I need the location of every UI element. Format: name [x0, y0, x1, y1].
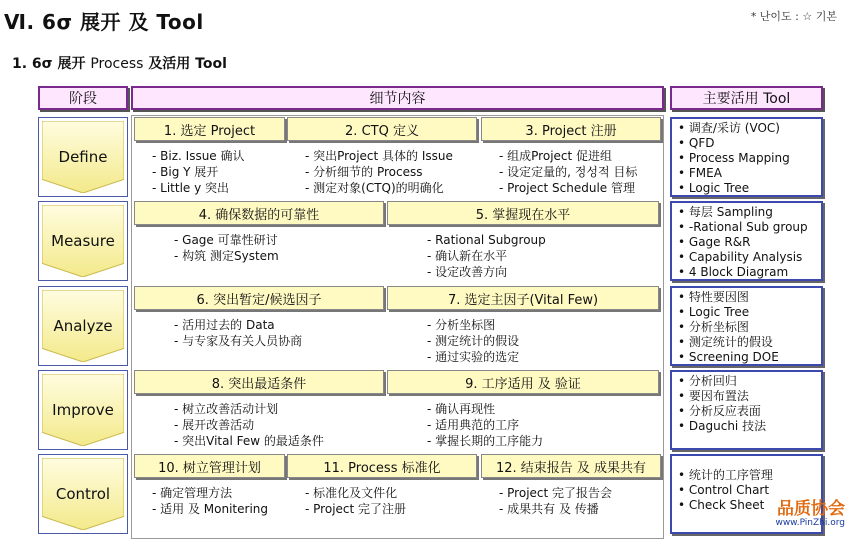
tool-list-improve — [670, 370, 823, 450]
step-details — [427, 232, 546, 280]
detail-item: - 确认再现性 — [427, 401, 543, 417]
step-box: 8. 突出最适条件 — [134, 370, 384, 394]
step-box: 3. Project 注册 — [481, 117, 661, 141]
tool-item: • Logic Tree — [678, 305, 821, 320]
detail-item: - 突出Vital Few 的最适条件 — [174, 433, 324, 449]
step-box: 4. 确保数据的可靠性 — [134, 201, 384, 225]
tool-item: • Screening DOE — [678, 350, 821, 365]
header-tool: 主要活用 Tool — [670, 86, 823, 110]
detail-item: - 展开改善活动 — [174, 417, 324, 433]
tool-item: • FMEA — [678, 166, 821, 181]
detail-item: - 通过实验的选定 — [427, 349, 519, 365]
detail-item: - Gage 可靠性研讨 — [174, 232, 279, 248]
watermark-url: www.PinZhi.org — [775, 518, 845, 528]
step-box: 12. 结束报告 及 成果共有 — [481, 454, 661, 478]
tool-item: • 分析回归 — [678, 374, 821, 389]
detail-item: - 成果共有 及 传播 — [499, 501, 612, 517]
subtitle-plain: Process — [90, 56, 144, 72]
detail-item: - 与专家及有关人员协商 — [174, 333, 302, 349]
tool-item: • Daguchi 技法 — [678, 419, 821, 434]
subtitle-lead: 1. 6σ 展开 — [12, 56, 86, 72]
step-details — [427, 317, 519, 365]
detail-item: - Little y 突出 — [152, 180, 245, 196]
tool-item: • Logic Tree — [678, 181, 821, 196]
tool-item: • Capability Analysis — [678, 250, 821, 265]
header-stage: 阶段 — [38, 86, 128, 110]
stage-define — [38, 117, 128, 197]
tool-item: • 测定统计的假设 — [678, 335, 821, 350]
header-detail: 细节内容 — [131, 86, 664, 110]
tool-item: • 特性要因图 — [678, 290, 821, 305]
difficulty-note: * 난이도 : ☆ 기본 — [750, 10, 837, 23]
tool-item: • 要因布置法 — [678, 389, 821, 404]
step-details — [305, 148, 453, 196]
tool-item: • Control Chart — [678, 483, 821, 498]
tool-list-measure — [670, 201, 823, 281]
stage-label: Measure — [51, 232, 115, 250]
step-box: 2. CTQ 定义 — [287, 117, 477, 141]
step-box: 9. 工序适用 及 验证 — [387, 370, 659, 394]
detail-item: - Project Schedule 管理 — [499, 180, 637, 196]
detail-item: - 适用典范的工序 — [427, 417, 543, 433]
detail-item: - 突出Project 具体的 Issue — [305, 148, 453, 164]
stage-label: Analyze — [53, 317, 113, 335]
detail-item: - 活用过去的 Data — [174, 317, 302, 333]
tool-item: • -Rational Sub group — [678, 220, 821, 235]
tool-item: • 调查/采访 (VOC) — [678, 121, 821, 136]
detail-item: - 设定定量的, 정성적 目标 — [499, 164, 637, 180]
step-details — [174, 317, 302, 349]
tool-list-define — [670, 117, 823, 197]
stage-improve — [38, 370, 128, 450]
detail-item: - Biz. Issue 确认 — [152, 148, 245, 164]
step-box: 1. 选定 Project — [134, 117, 285, 141]
tool-item: • 分析坐标图 — [678, 320, 821, 335]
detail-item: - 树立改善活动计划 — [174, 401, 324, 417]
tool-item: • 每层 Sampling — [678, 205, 821, 220]
detail-item: - 设定改善方向 — [427, 264, 546, 280]
tool-item: • 分析反应表面 — [678, 404, 821, 419]
step-details — [174, 232, 279, 264]
step-box: 10. 树立管理计划 — [134, 454, 285, 478]
section-subtitle — [12, 53, 227, 73]
watermark — [752, 500, 845, 529]
subtitle-tail: 及活用 Tool — [148, 56, 227, 72]
detail-item: - 组成Project 促进组 — [499, 148, 637, 164]
step-details — [305, 485, 406, 517]
step-details — [499, 485, 612, 517]
stage-analyze — [38, 286, 128, 366]
stage-control — [38, 454, 128, 534]
step-box: 6. 突出暂定/候选因子 — [134, 286, 384, 310]
step-box: 7. 选定主因子(Vital Few) — [387, 286, 659, 310]
step-details — [152, 485, 268, 517]
detail-item: - 适用 及 Monitering — [152, 501, 268, 517]
detail-item: - Project 完了注册 — [305, 501, 406, 517]
tool-item: • QFD — [678, 136, 821, 151]
stage-measure — [38, 201, 128, 281]
detail-item: - Project 完了报告会 — [499, 485, 612, 501]
detail-item: - 测定对象(CTQ)的明确化 — [305, 180, 453, 196]
detail-item: - 确认新在水平 — [427, 248, 546, 264]
detail-item: - 掌握长期的工序能力 — [427, 433, 543, 449]
tool-item: • 统计的工序管理 — [678, 468, 821, 483]
detail-item: - Rational Subgroup — [427, 232, 546, 248]
step-box: 11. Process 标准化 — [287, 454, 477, 478]
step-details — [152, 148, 245, 196]
page-title: Ⅵ. 6σ 展开 及 Tool — [4, 10, 204, 34]
tool-item: • Check Sheet — [678, 498, 821, 513]
detail-item: - 分析细节的 Process — [305, 164, 453, 180]
stage-label: Control — [55, 485, 111, 503]
step-details — [427, 401, 543, 449]
stage-label: Improve — [52, 401, 114, 419]
step-details — [499, 148, 637, 196]
tool-item: • Gage R&R — [678, 235, 821, 250]
tool-item: • 4 Block Diagram — [678, 265, 821, 280]
watermark-logo: 品质协会 — [777, 499, 845, 519]
detail-item: - 测定统计的假设 — [427, 333, 519, 349]
tool-item: • Process Mapping — [678, 151, 821, 166]
step-details — [174, 401, 324, 449]
detail-item: - 标准化及文件化 — [305, 485, 406, 501]
step-box: 5. 掌握现在水平 — [387, 201, 659, 225]
tool-list-analyze — [670, 286, 823, 366]
detail-item: - 构筑 测定System — [174, 248, 279, 264]
detail-item: - 确定管理方法 — [152, 485, 268, 501]
stage-label: Define — [58, 148, 108, 166]
detail-item: - 分析坐标图 — [427, 317, 519, 333]
detail-item: - Big Y 展开 — [152, 164, 245, 180]
